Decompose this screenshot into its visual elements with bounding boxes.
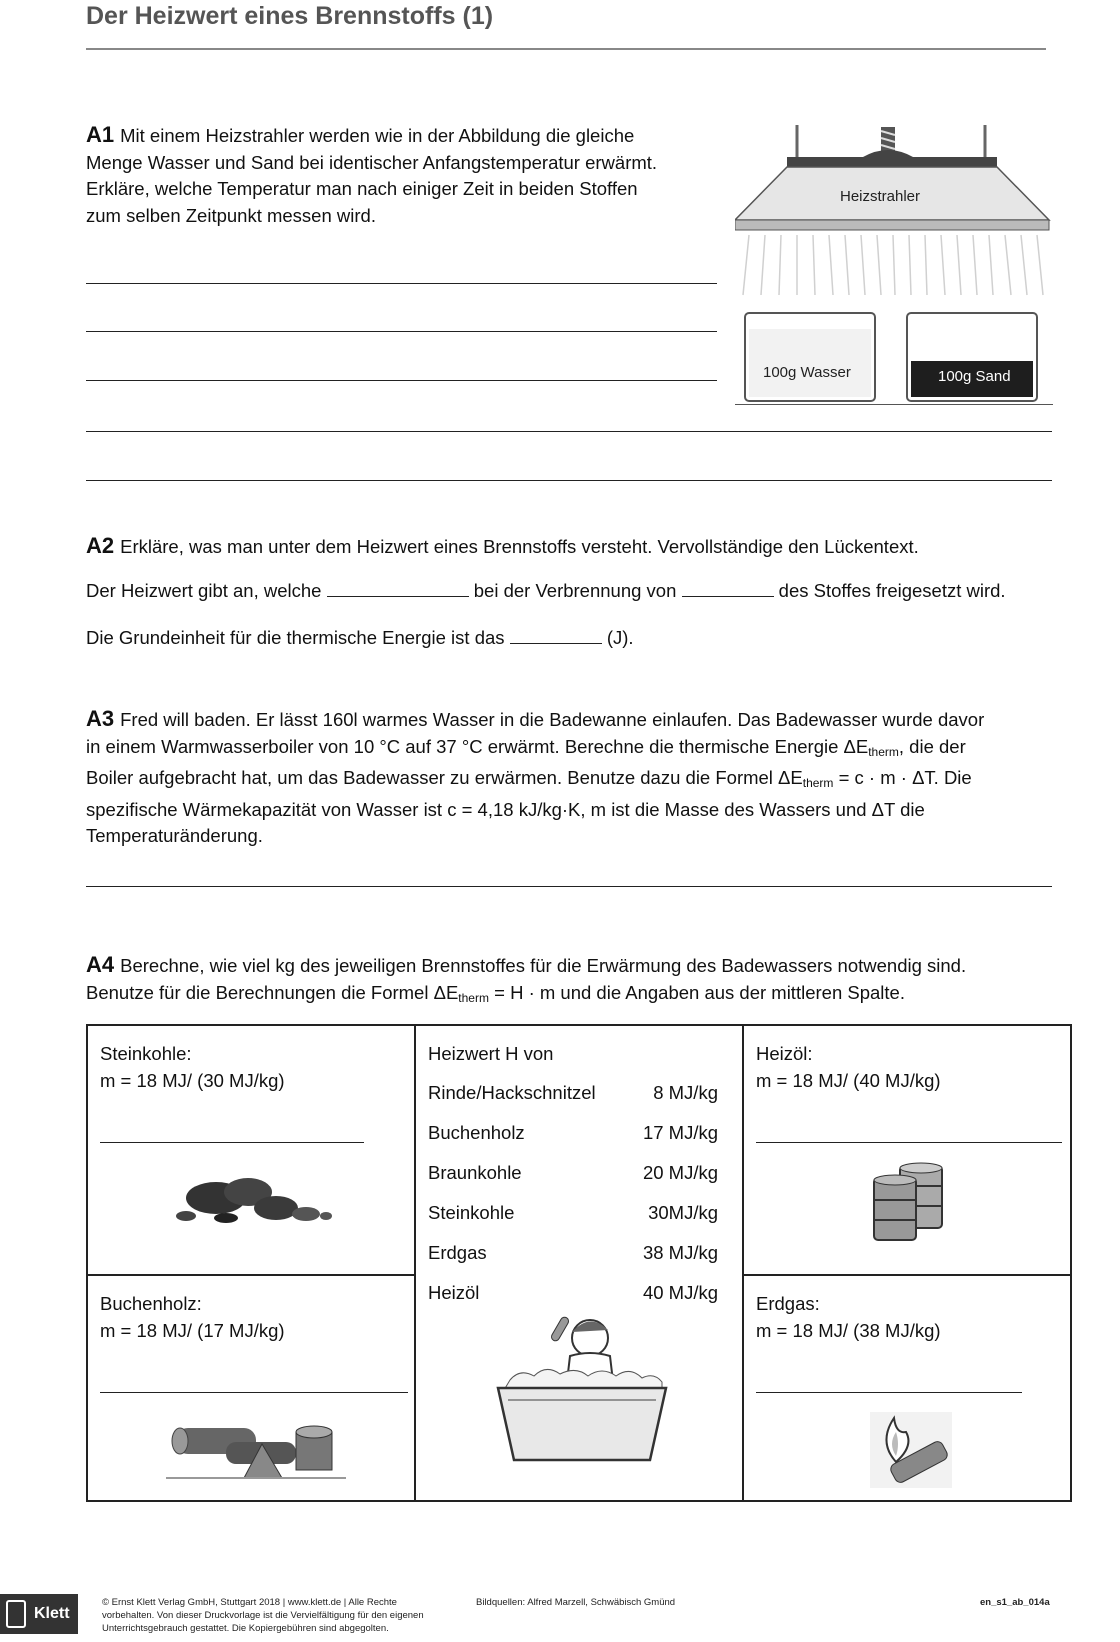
footer-code: en_s1_ab_014a bbox=[980, 1597, 1050, 1608]
heizwert-row bbox=[428, 1122, 718, 1144]
page-title: Der Heizwert eines Brennstoffs (1) bbox=[86, 2, 494, 30]
heizwert-name: Steinkohle bbox=[428, 1202, 515, 1223]
cloze-blank[interactable] bbox=[510, 625, 602, 644]
heizwert-name: Erdgas bbox=[428, 1242, 487, 1263]
table-divider bbox=[744, 1274, 1070, 1276]
oil-barrel-icon bbox=[868, 1160, 952, 1244]
answer-line[interactable] bbox=[756, 1142, 1062, 1143]
fuel-formula: m = 18 MJ/ (30 MJ/kg) bbox=[100, 1070, 285, 1091]
task-a4-line-2: Benutze für die Berechnungen die Formel ΔE bbox=[86, 981, 459, 1003]
heizwert-name: Buchenholz bbox=[428, 1122, 525, 1143]
heizwert-row bbox=[428, 1162, 718, 1184]
title-rule bbox=[86, 48, 1046, 50]
answer-line[interactable] bbox=[86, 886, 1052, 887]
cloze-text: (J). bbox=[606, 627, 634, 648]
table-divider bbox=[88, 1274, 414, 1276]
gas-flame-icon bbox=[870, 1412, 952, 1488]
heizwert-name: Rinde/Hackschnitzel bbox=[428, 1082, 596, 1103]
klett-logo-text: Klett bbox=[34, 1605, 70, 1622]
water-label: 100g Wasser bbox=[763, 364, 851, 381]
cloze-blank[interactable] bbox=[327, 578, 469, 597]
task-a4-line-1: Berechne, wie viel kg des jeweiligen Brennstoffes für die Erwärmung des Badewassers notwendig sind. bbox=[120, 955, 967, 976]
task-a3-line-3: Boiler aufgebracht hat, um das Badewasser zu erwärmen. Benutze dazu die Formel ΔE bbox=[86, 767, 803, 788]
subscript-therm: therm bbox=[868, 744, 899, 759]
klett-logo bbox=[0, 1594, 78, 1634]
task-a1-line-2: Menge Wasser und Sand bei identischer Anfangstemperatur erwärmt. bbox=[86, 151, 658, 173]
fuel-formula: m = 18 MJ/ (40 MJ/kg) bbox=[756, 1070, 941, 1091]
heizwert-name: Braunkohle bbox=[428, 1162, 522, 1183]
heizwert-row bbox=[428, 1202, 718, 1224]
cloze-sentence-1 bbox=[86, 578, 1076, 605]
heizwert-value: 40 MJ/kg bbox=[642, 1282, 718, 1303]
fuel-name: Erdgas: bbox=[756, 1293, 820, 1314]
task-a3-label: A3 bbox=[86, 706, 115, 731]
table-divider bbox=[742, 1026, 744, 1500]
cell-steinkohle bbox=[100, 1040, 285, 1094]
task-a1-line-4: zum selben Zeitpunkt messen wird. bbox=[86, 204, 376, 226]
cloze-text: Die Grundeinheit für die thermische Energie ist das bbox=[86, 627, 505, 648]
footer-sources: Bildquellen: Alfred Marzell, Schwäbisch Gmünd bbox=[476, 1597, 676, 1608]
cell-erdgas bbox=[756, 1290, 941, 1344]
answer-line[interactable] bbox=[86, 283, 717, 284]
cell-heizoel bbox=[756, 1040, 941, 1094]
task-a3-line-3-end: = c · m · ΔT. Die bbox=[833, 767, 972, 788]
fuel-name: Buchenholz: bbox=[100, 1293, 202, 1314]
heizwert-row bbox=[428, 1242, 718, 1264]
answer-line[interactable] bbox=[756, 1392, 1022, 1393]
footer-copyright bbox=[102, 1596, 424, 1635]
heizwert-value: 17 MJ/kg bbox=[642, 1122, 718, 1143]
heizwert-name: Heizöl bbox=[428, 1282, 480, 1303]
coal-icon bbox=[166, 1168, 346, 1230]
task-a4-line-2-end: = H · m und die Angaben aus der mittleren Spalte. bbox=[488, 981, 905, 1003]
heizwert-row bbox=[428, 1282, 718, 1304]
task-a2-text: Erkläre, was man unter dem Heizwert eines Brennstoffs versteht. Vervollständige den Lückentext. bbox=[120, 536, 919, 557]
heizwert-value: 38 MJ/kg bbox=[642, 1242, 718, 1263]
heizwert-value: 30MJ/kg bbox=[648, 1202, 718, 1223]
footer-line: Unterrichtsgebrauch gestattet. Die Kopiergebühren sind abgegolten. bbox=[102, 1623, 389, 1634]
answer-line[interactable] bbox=[100, 1142, 364, 1143]
answer-line[interactable] bbox=[86, 431, 1052, 432]
cell-buchenholz bbox=[100, 1290, 285, 1344]
fuel-name: Heizöl: bbox=[756, 1043, 813, 1064]
cloze-blank[interactable] bbox=[682, 578, 774, 597]
answer-line[interactable] bbox=[100, 1392, 408, 1393]
heizwert-row bbox=[428, 1082, 718, 1104]
heater-experiment-figure bbox=[735, 125, 1053, 405]
task-a3-line-5: Temperaturänderung. bbox=[86, 825, 263, 846]
subscript-therm: therm bbox=[458, 990, 489, 1005]
footer-line: vorbehalten. Von dieser Druckvorlage ist die Vervielfältigung für den eigenen bbox=[102, 1610, 424, 1621]
task-a1-line-1: Mit einem Heizstrahler werden wie in der Abbildung die gleiche bbox=[120, 125, 635, 146]
task-a1-label: A1 bbox=[86, 122, 115, 147]
task-a2-label: A2 bbox=[86, 533, 115, 558]
sand-label: 100g Sand bbox=[938, 368, 1011, 385]
table-divider bbox=[414, 1026, 416, 1500]
answer-line[interactable] bbox=[86, 380, 717, 381]
cloze-sentence-2 bbox=[86, 625, 1076, 652]
klett-logo-mark bbox=[6, 1600, 26, 1628]
subscript-therm: therm bbox=[802, 776, 834, 790]
task-a3-line-1: Fred will baden. Er lässt 160l warmes Wasser in die Badewanne einlaufen. Das Badewasser wurde davor bbox=[120, 709, 985, 730]
fuel-name: Steinkohle: bbox=[100, 1043, 192, 1064]
cloze-text: des Stoffes freigesetzt wird. bbox=[778, 580, 1006, 601]
answer-line[interactable] bbox=[86, 331, 717, 332]
heater-label: Heizstrahler bbox=[840, 188, 921, 205]
task-a1 bbox=[86, 122, 706, 229]
heizwert-value: 20 MJ/kg bbox=[642, 1162, 718, 1183]
task-a3-line-4: spezifische Wärmekapazität von Wasser ist c = 4,18 kJ/kg·K, m ist die Masse des Wassers und ΔT die bbox=[86, 798, 925, 820]
cloze-text: Der Heizwert gibt an, welche bbox=[86, 580, 322, 601]
fuel-formula: m = 18 MJ/ (17 MJ/kg) bbox=[100, 1320, 285, 1341]
heizwert-header: Heizwert H von bbox=[428, 1043, 554, 1064]
task-a4-label: A4 bbox=[86, 952, 115, 977]
bathtub-icon bbox=[490, 1310, 670, 1470]
heizwert-value: 8 MJ/kg bbox=[653, 1082, 718, 1103]
cloze-text: bei der Verbrennung von bbox=[473, 580, 677, 601]
footer-line: © Ernst Klett Verlag GmbH, Stuttgart 2018 | www.klett.de | Alle Rechte bbox=[102, 1597, 397, 1608]
task-a4 bbox=[86, 952, 1076, 1011]
answer-line[interactable] bbox=[86, 480, 1052, 481]
task-a2 bbox=[86, 533, 1076, 561]
task-a3-line-2-end: , die der bbox=[898, 735, 966, 757]
wood-icon bbox=[166, 1416, 346, 1482]
task-a1-line-3: Erkläre, welche Temperatur man nach einiger Zeit in beiden Stoffen bbox=[86, 178, 638, 199]
task-a3 bbox=[86, 706, 1076, 850]
fuel-formula: m = 18 MJ/ (38 MJ/kg) bbox=[756, 1320, 941, 1341]
task-a3-line-2: in einem Warmwasserboiler von 10 °C auf 37 °C erwärmt. Berechne die thermische Energie ΔE bbox=[86, 735, 869, 757]
